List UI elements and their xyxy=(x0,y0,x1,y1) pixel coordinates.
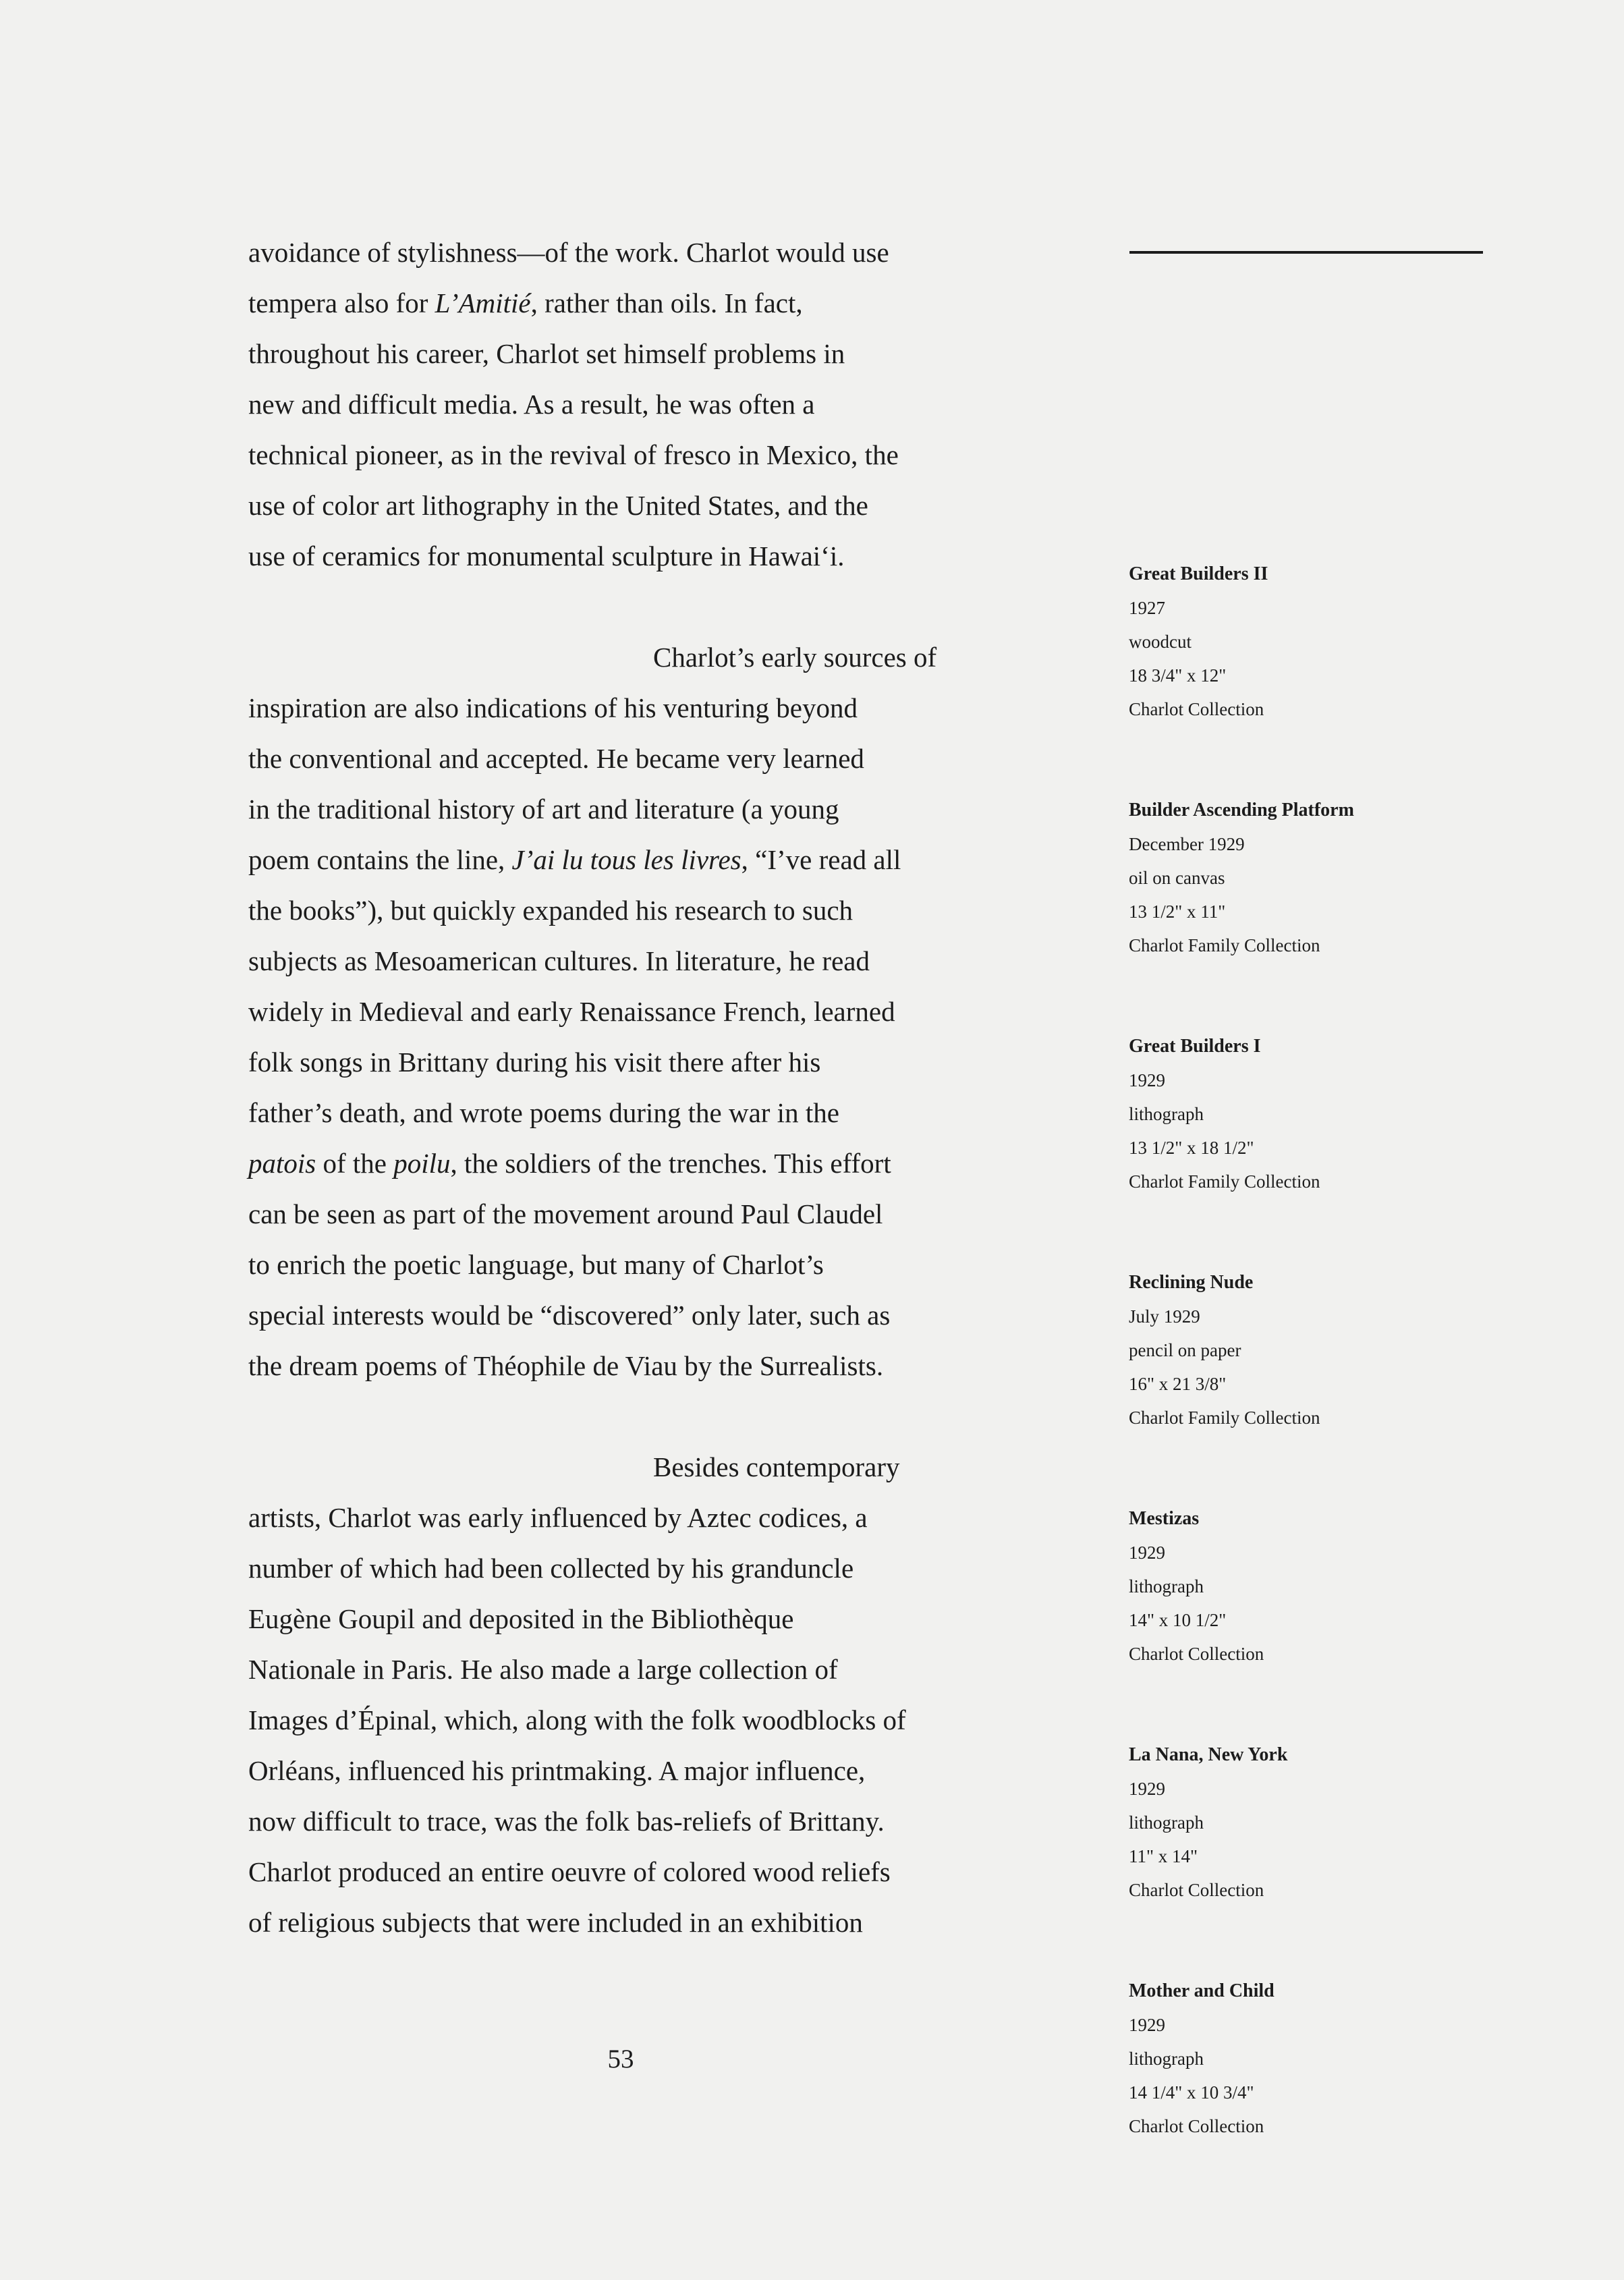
caption-title: Mother and Child xyxy=(1129,1980,1275,2001)
body-text xyxy=(248,227,1017,1948)
caption-title: Great Builders II xyxy=(1129,563,1268,584)
text-line: inspiration are also indications of his venturing beyond xyxy=(248,692,858,723)
text-line: Nationale in Paris. He also made a large collection of xyxy=(248,1654,838,1685)
text-line: new and difficult media. As a result, he was often a xyxy=(248,389,815,420)
text-line: artists, Charlot was early influenced by Aztec codices, a xyxy=(248,1502,868,1533)
caption-block xyxy=(1129,1974,1480,2143)
text-line: widely in Medieval and early Renaissance French, learned xyxy=(248,996,895,1027)
text-line: Besides contemporary xyxy=(653,1451,900,1482)
text-line: tempera also for L’Amitié, rather than oils. In fact, xyxy=(248,287,803,318)
caption-medium: pencil on paper xyxy=(1129,1340,1241,1360)
text-line: folk songs in Brittany during his visit there after his xyxy=(248,1047,821,1078)
caption-block xyxy=(1129,794,1480,962)
text-line: the dream poems of Théophile de Viau by the Surrealists. xyxy=(248,1350,884,1381)
caption-block xyxy=(1129,1030,1480,1198)
caption-medium: lithograph xyxy=(1129,1576,1204,1596)
caption-date: 1929 xyxy=(1129,2015,1165,2035)
caption-collection: Charlot Collection xyxy=(1129,1880,1264,1900)
caption-collection: Charlot Collection xyxy=(1129,1644,1264,1664)
caption-size: 18 3/4" x 12" xyxy=(1129,665,1227,686)
text-line: Charlot produced an entire oeuvre of colored wood reliefs xyxy=(248,1856,891,1887)
text-line: number of which had been collected by his granduncle xyxy=(248,1553,854,1584)
text-line: technical pioneer, as in the revival of fresco in Mexico, the xyxy=(248,439,899,470)
paragraph-2 xyxy=(248,632,1017,1391)
caption-collection: Charlot Family Collection xyxy=(1129,935,1320,955)
caption-date: 1927 xyxy=(1129,598,1165,618)
caption-list xyxy=(1129,557,1480,2211)
text-line: the books”), but quickly expanded his research to such xyxy=(248,895,853,926)
sidebar-rule xyxy=(1129,251,1483,254)
text-line: Charlot’s early sources of xyxy=(653,642,937,673)
caption-date: 1929 xyxy=(1129,1542,1165,1563)
text-line: poem contains the line, J’ai lu tous les livres, “I’ve read all xyxy=(248,844,901,875)
caption-medium: woodcut xyxy=(1129,632,1192,652)
caption-block xyxy=(1129,1266,1480,1435)
caption-collection: Charlot Collection xyxy=(1129,2116,1264,2136)
text-line: patois of the poilu, the soldiers of the trenches. This effort xyxy=(248,1148,891,1179)
caption-size: 13 1/2" x 11" xyxy=(1129,901,1226,922)
caption-collection: Charlot Family Collection xyxy=(1129,1408,1320,1428)
caption-size: 11" x 14" xyxy=(1129,1846,1198,1866)
caption-collection: Charlot Family Collection xyxy=(1129,1171,1320,1192)
caption-date: 1929 xyxy=(1129,1779,1165,1799)
caption-block xyxy=(1129,557,1480,726)
caption-medium: lithograph xyxy=(1129,2049,1204,2069)
text-line: throughout his career, Charlot set himself problems in xyxy=(248,338,845,369)
caption-size: 14" x 10 1/2" xyxy=(1129,1610,1227,1630)
text-line: subjects as Mesoamerican cultures. In literature, he read xyxy=(248,945,870,976)
caption-size: 14 1/4" x 10 3/4" xyxy=(1129,2082,1254,2103)
text-line: of religious subjects that were included in an exhibition xyxy=(248,1907,863,1938)
caption-medium: lithograph xyxy=(1129,1104,1204,1124)
text-line: father’s death, and wrote poems during the war in the xyxy=(248,1097,839,1128)
caption-size: 16" x 21 3/8" xyxy=(1129,1374,1227,1394)
caption-block xyxy=(1129,1502,1480,1671)
caption-size: 13 1/2" x 18 1/2" xyxy=(1129,1138,1254,1158)
caption-date: July 1929 xyxy=(1129,1306,1200,1327)
text-line: use of color art lithography in the United States, and the xyxy=(248,490,868,521)
text-line: the conventional and accepted. He became very learned xyxy=(248,743,864,774)
paragraph-1 xyxy=(248,227,1017,582)
text-line: Images d’Épinal, which, along with the folk woodblocks of xyxy=(248,1704,906,1735)
caption-title: Reclining Nude xyxy=(1129,1272,1254,1293)
caption-medium: oil on canvas xyxy=(1129,868,1225,888)
text-line: Eugène Goupil and deposited in the Bibliothèque xyxy=(248,1603,794,1634)
caption-collection: Charlot Collection xyxy=(1129,699,1264,719)
caption-title: La Nana, New York xyxy=(1129,1744,1288,1765)
paragraph-3 xyxy=(248,1442,1017,1948)
caption-title: Great Builders I xyxy=(1129,1036,1261,1057)
text-line: in the traditional history of art and literature (a young xyxy=(248,794,839,825)
text-line: use of ceramics for monumental sculpture in Hawaiʻi. xyxy=(248,540,845,572)
caption-title: Builder Ascending Platform xyxy=(1129,800,1354,821)
caption-date: 1929 xyxy=(1129,1070,1165,1090)
text-line: special interests would be “discovered” only later, such as xyxy=(248,1300,891,1331)
caption-medium: lithograph xyxy=(1129,1812,1204,1833)
caption-date: December 1929 xyxy=(1129,834,1245,854)
text-line: can be seen as part of the movement around Paul Claudel xyxy=(248,1198,883,1229)
text-line: avoidance of stylishness—of the work. Charlot would use xyxy=(248,237,889,268)
text-line: to enrich the poetic language, but many of Charlot’s xyxy=(248,1249,824,1280)
page-number: 53 xyxy=(607,2045,634,2074)
text-line: Orléans, influenced his printmaking. A major influence, xyxy=(248,1755,866,1786)
text-line: now difficult to trace, was the folk bas-reliefs of Brittany. xyxy=(248,1806,885,1837)
caption-title: Mestizas xyxy=(1129,1508,1200,1529)
caption-block xyxy=(1129,1738,1480,1907)
